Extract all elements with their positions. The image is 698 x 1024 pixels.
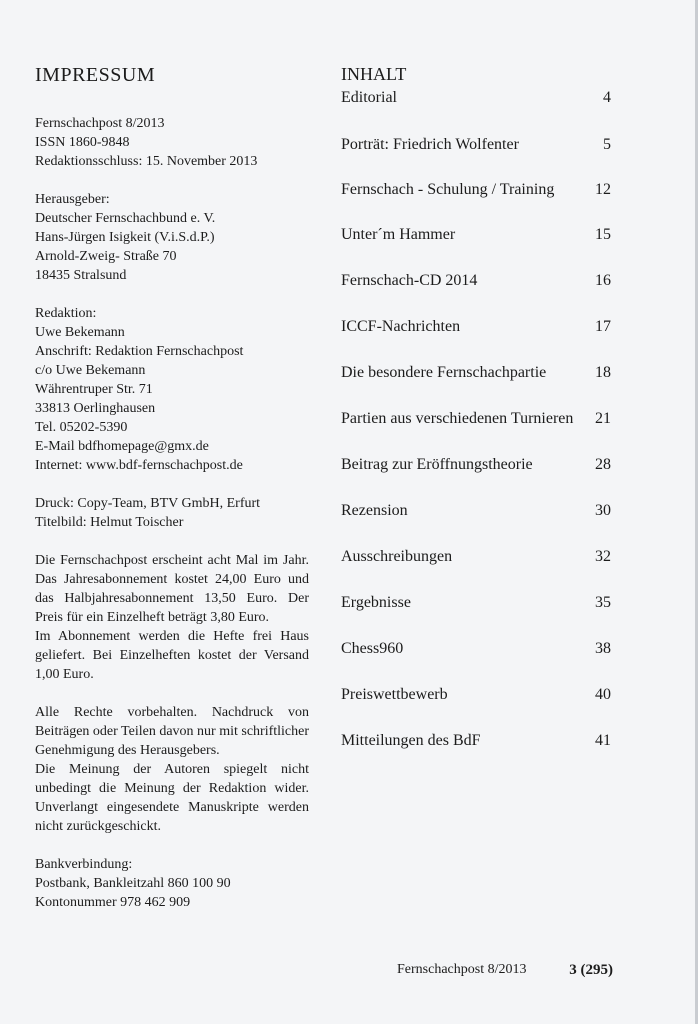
toc-list <box>341 88 611 751</box>
toc-item[interactable] <box>341 225 611 245</box>
toc-item-page: 21 <box>595 410 611 427</box>
publisher-info <box>35 190 309 285</box>
publisher-label: Herausgeber: <box>35 192 110 207</box>
toc-item-title: Beitrag zur Eröffnungstheorie <box>341 456 533 473</box>
editor-name: Uwe Bekemann <box>35 325 125 340</box>
issue-info <box>35 114 309 171</box>
editorial-info <box>35 304 309 475</box>
publisher-city: 18435 Stralsund <box>35 268 127 283</box>
toc-item-title: Partien aus verschiedenen Turnieren <box>341 410 574 427</box>
toc-item-page: 4 <box>603 89 611 106</box>
editorial-co: c/o Uwe Bekemann <box>35 363 146 378</box>
toc-item-page: 32 <box>595 548 611 565</box>
toc-item-title: Porträt: Friedrich Wolfenter <box>341 136 519 153</box>
bank-info <box>35 855 309 912</box>
toc-item-page: 38 <box>595 640 611 657</box>
toc-item[interactable] <box>341 639 611 659</box>
impressum-heading: IMPRESSUM <box>35 64 156 86</box>
toc-item-title: Rezension <box>341 502 408 519</box>
toc-item[interactable] <box>341 455 611 475</box>
toc-item-title: Mitteilungen des BdF <box>341 732 481 749</box>
toc-item-title: Fernschach-CD 2014 <box>341 272 478 289</box>
toc-item[interactable] <box>341 317 611 337</box>
issn-line: ISSN 1860-9848 <box>35 135 130 150</box>
toc-item[interactable] <box>341 135 611 155</box>
page-number: 3 (295) <box>569 962 613 978</box>
toc-item-title: Editorial <box>341 89 397 106</box>
toc-item-title: Unter´m Hammer <box>341 226 456 243</box>
account-number: Kontonummer 978 462 909 <box>35 895 191 910</box>
editorial-city: 33813 Oerlinghausen <box>35 401 156 416</box>
toc-item[interactable] <box>341 547 611 567</box>
toc-item-page: 12 <box>595 181 611 198</box>
editorial-label: Redaktion: <box>35 306 97 321</box>
print-info <box>35 494 309 532</box>
editorial-street: Währentruper Str. 71 <box>35 382 153 397</box>
issue-line: Fernschachpost 8/2013 <box>35 116 165 131</box>
footer-journal: Fernschachpost 8/2013 <box>397 962 527 977</box>
toc-item[interactable] <box>341 180 611 200</box>
toc-item[interactable] <box>341 88 611 108</box>
disclaimer-text: Die Meinung der Autoren spiegelt nicht unbedingt die Meinung der Redaktion wider. Unverlangt eingesendete Manuskripte werden nicht zurückgeschickt. <box>35 762 309 834</box>
toc-item-page: 16 <box>595 272 611 289</box>
toc-item-page: 41 <box>595 732 611 749</box>
toc-item[interactable] <box>341 593 611 613</box>
toc-item[interactable] <box>341 271 611 291</box>
publisher-person: Hans-Jürgen Isigkeit (V.i.S.d.P.) <box>35 230 215 245</box>
toc-item-page: 28 <box>595 456 611 473</box>
toc-item-page: 15 <box>595 226 611 243</box>
toc-item-page: 30 <box>595 502 611 519</box>
editorial-website: Internet: www.bdf-fernschachpost.de <box>35 458 243 473</box>
printer-line: Druck: Copy-Team, BTV GmbH, Erfurt <box>35 496 261 511</box>
toc-item-title: ICCF-Nachrichten <box>341 318 461 335</box>
impressum-column <box>35 62 309 931</box>
page-footer <box>397 962 613 982</box>
cover-image-credit: Titelbild: Helmut Toischer <box>35 515 184 530</box>
editorial-address: Anschrift: Redaktion Fernschachpost <box>35 344 244 359</box>
toc-heading: INHALT <box>341 64 407 84</box>
bank-label: Bankverbindung: <box>35 857 133 872</box>
toc-item-page: 40 <box>595 686 611 703</box>
publisher-street: Arnold-Zweig- Straße 70 <box>35 249 177 264</box>
toc-item[interactable] <box>341 501 611 521</box>
subscription-info <box>35 551 309 684</box>
toc-item-page: 5 <box>603 136 611 153</box>
bank-code: Postbank, Bankleitzahl 860 100 90 <box>35 876 231 891</box>
rights-info <box>35 703 309 836</box>
toc-item[interactable] <box>341 363 611 383</box>
deadline-line: Redaktionsschluss: 15. November 2013 <box>35 154 258 169</box>
copyright-text: Alle Rechte vorbehalten. Nachdruck von Beiträgen oder Teilen davon nur mit schriftlicher Genehmigung des Herausgebers. <box>35 705 310 758</box>
editorial-email: E-Mail bdfhomepage@gmx.de <box>35 439 209 454</box>
toc-item-title: Chess960 <box>341 640 404 657</box>
toc-item-title: Fernschach - Schulung / Training <box>341 181 555 198</box>
editorial-phone: Tel. 05202-5390 <box>35 420 128 435</box>
toc-item[interactable] <box>341 685 611 705</box>
toc-item-page: 35 <box>595 594 611 611</box>
publisher-name: Deutscher Fernschachbund e. V. <box>35 211 216 226</box>
toc-item-page: 18 <box>595 364 611 381</box>
toc-item[interactable] <box>341 731 611 751</box>
toc-item-title: Preiswettbewerb <box>341 686 448 703</box>
toc-item-title: Die besondere Fernschachpartie <box>341 364 547 381</box>
toc-item-page: 17 <box>595 318 611 335</box>
subscription-text: Die Fernschachpost erscheint acht Mal im Jahr. Das Jahresabonnement kostet 24,00 Euro und das Halbjahresabonnement 13,50 Euro. Der Preis für ein Einzelheft beträgt 3,80 Euro. <box>35 553 309 625</box>
toc-item-title: Ausschreibungen <box>341 548 453 565</box>
toc-item-title: Ergebnisse <box>341 594 411 611</box>
toc-column <box>341 62 611 751</box>
delivery-text: Im Abonnement werden die Hefte frei Haus geliefert. Bei Einzelheften kostet der Versand 1,00 Euro. <box>35 629 309 682</box>
toc-item[interactable] <box>341 409 611 429</box>
